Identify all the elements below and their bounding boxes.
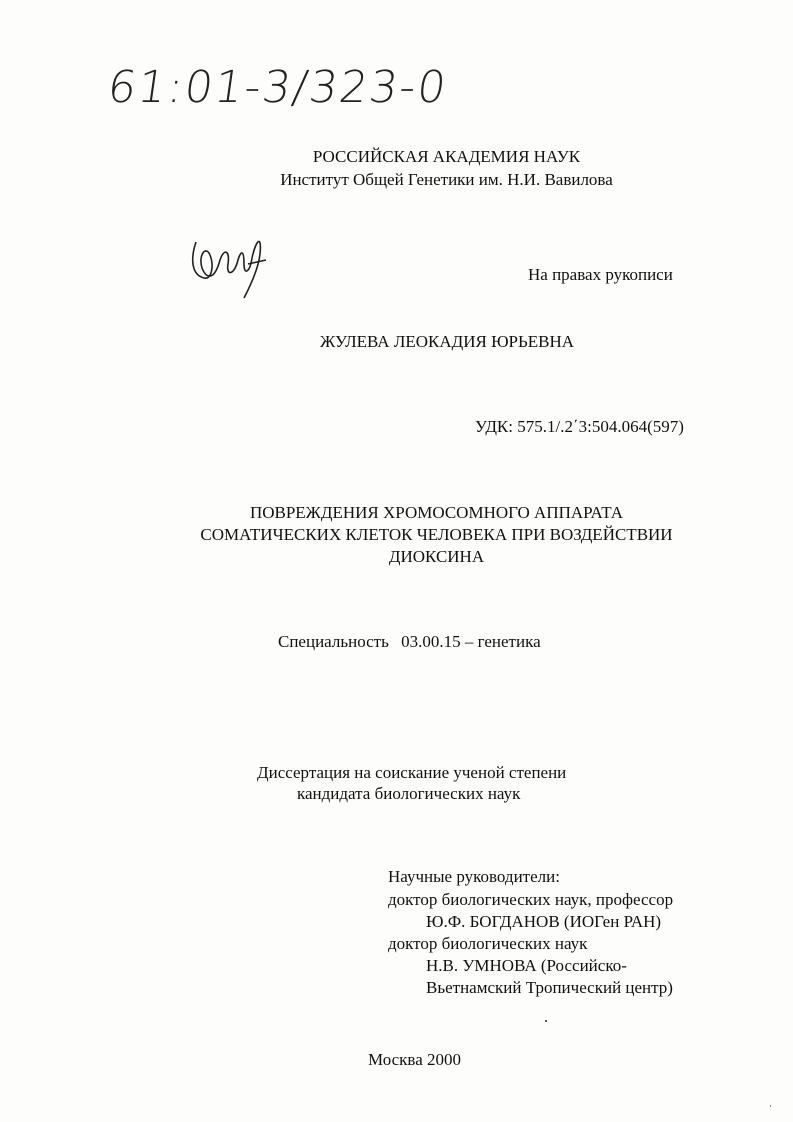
academy-name: РОССИЙСКАЯ АКАДЕМИЯ НАУК — [312, 147, 581, 166]
scan-speck — [770, 1105, 771, 1107]
supervisor-2-affiliation: Вьетнамский Тропический центр) — [426, 978, 673, 997]
udk-code: УДК: 575.1/.2΄3:504.064(597) — [475, 417, 684, 436]
author-name: ЖУЛЕВА ЛЕОКАДИЯ ЮРЬЕВНА — [320, 332, 575, 351]
handwritten-signature — [186, 220, 276, 300]
specialty-value: 03.00.15 – генетика — [401, 632, 541, 651]
city-year: Москва 2000 — [368, 1050, 462, 1069]
archive-number: 61:01-3/323-0 — [104, 62, 451, 113]
title-line-2: СОМАТИЧЕСКИХ КЛЕТОК ЧЕЛОВЕКА ПРИ ВОЗДЕЙСТВИИ — [200, 525, 673, 544]
degree-line-2: кандидата биологических наук — [297, 784, 521, 803]
supervisor-1-title: доктор биологических наук, профессор — [388, 890, 674, 909]
degree-line-1: Диссертация на соискание ученой степени — [257, 763, 567, 782]
supervisor-2-title: доктор биологических наук — [388, 934, 588, 953]
title-line-1: ПОВРЕЖДЕНИЯ ХРОМОСОМНОГО АППАРАТА — [249, 503, 624, 522]
manuscript-rights: На правах рукописи — [528, 265, 673, 284]
title-line-3: ДИОКСИНА — [388, 547, 485, 566]
specialty-label: Специальность — [278, 632, 389, 651]
supervisor-2-name: Н.В. УМНОВА (Российско- — [426, 956, 627, 975]
scan-speck — [545, 1020, 547, 1022]
signature-icon — [186, 220, 276, 300]
supervisor-1-name: Ю.Ф. БОГДАНОВ (ИОГен РАН) — [426, 912, 662, 931]
institute-name: Институт Общей Генетики им. Н.И. Вавилова — [280, 170, 613, 189]
supervisors-heading: Научные руководители: — [388, 867, 560, 886]
specialty — [278, 632, 541, 652]
